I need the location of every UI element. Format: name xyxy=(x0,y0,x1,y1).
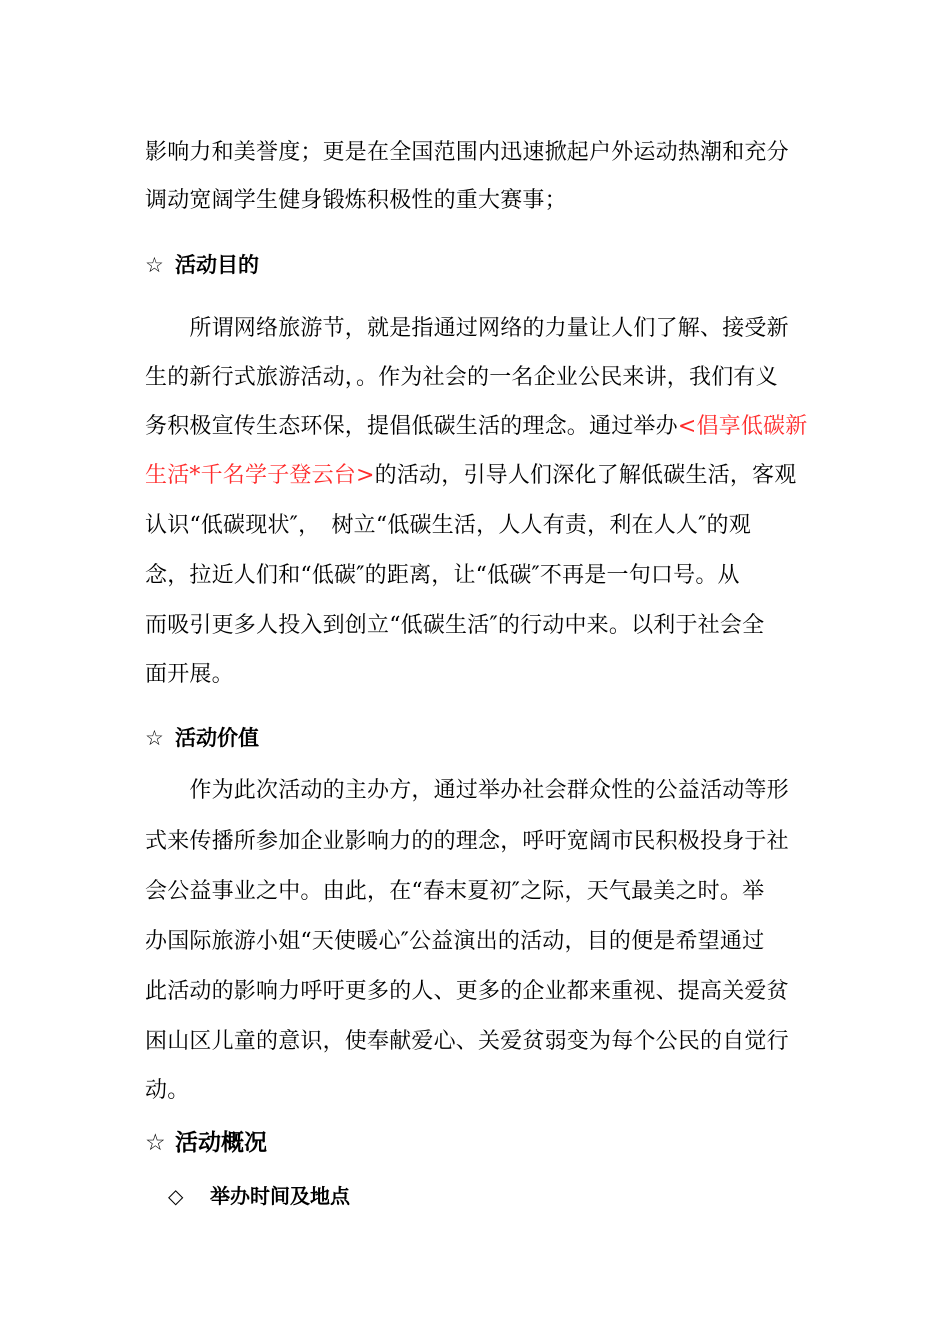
purpose-line-2: 生的新行式旅游活动，。作为社会的一名企业公民来讲，我们有义 xyxy=(145,365,778,390)
purpose-line-3 xyxy=(145,411,810,443)
value-line-1: 作为此次活动的主办方，通过举办社会群众性的公益活动等形 xyxy=(145,778,789,803)
section-title-overview: 活动概况 xyxy=(175,1129,267,1156)
diamond-icon: ◇ xyxy=(168,1184,184,1208)
intro-line-1: 影响力和美誉度；更是在全国范围内迅速掀起户外运动热潮和充分 xyxy=(145,140,789,165)
section-heading-purpose xyxy=(145,249,259,281)
intro-line-2: 调动宽阔学生健身锻炼积极性的重大赛事； xyxy=(145,188,567,213)
value-line-4: 办国际旅游小姐“天使暖心″公益演出的活动，目的便是希望通过 xyxy=(145,929,765,954)
star-icon: ☆ xyxy=(145,726,164,750)
star-icon: ☆ xyxy=(145,1130,166,1156)
purpose-line-5: 认识“低碳现状″， 树立“低碳生活，人人有责，利在人人″的观 xyxy=(145,513,751,538)
section-title-purpose: 活动目的 xyxy=(175,252,259,277)
value-line-6: 困山区儿童的意识，使奉献爱心、关爱贫弱变为每个公民的自觉行 xyxy=(145,1029,789,1054)
event-name-highlight-start: <倡享低碳新 xyxy=(677,414,808,439)
value-line-5: 此活动的影响力呼吁更多的人、更多的企业都来重视、提高关爱贫 xyxy=(145,979,789,1004)
purpose-line-6: 念，拉近人们和“低碳″的距离，让“低碳″不再是一句口号。从 xyxy=(145,563,740,588)
purpose-line-8: 面开展。 xyxy=(145,662,234,687)
purpose-line-4-text: 的活动，引导人们深化了解低碳生活，客观 xyxy=(374,463,797,488)
purpose-line-1: 所谓网络旅游节，就是指通过网络的力量让人们了解、接受新 xyxy=(145,316,789,341)
value-line-7: 动。 xyxy=(145,1078,190,1103)
purpose-line-3-text: 务积极宣传生态环保，提倡低碳生活的理念。通过举办 xyxy=(145,414,678,439)
section-heading-value xyxy=(145,722,259,754)
sub-heading-time-location xyxy=(168,1180,350,1212)
purpose-line-4 xyxy=(145,460,810,492)
event-name-highlight-end: 生活*千名学子登云台> xyxy=(145,463,375,488)
section-heading-overview xyxy=(145,1127,267,1159)
value-line-2: 式来传播所参加企业影响力的的理念，呼吁宽阔市民积极投身于社 xyxy=(145,829,789,854)
section-title-value: 活动价值 xyxy=(175,725,259,750)
sub-title-time-location: 举办时间及地点 xyxy=(210,1184,350,1208)
value-line-3: 会公益事业之中。由此，在“春末夏初″之际，天气最美之时。举 xyxy=(145,879,765,904)
star-icon: ☆ xyxy=(145,253,164,277)
purpose-line-7: 而吸引更多人投入到创立“低碳生活″的行动中来。以利于社会全 xyxy=(145,613,765,638)
